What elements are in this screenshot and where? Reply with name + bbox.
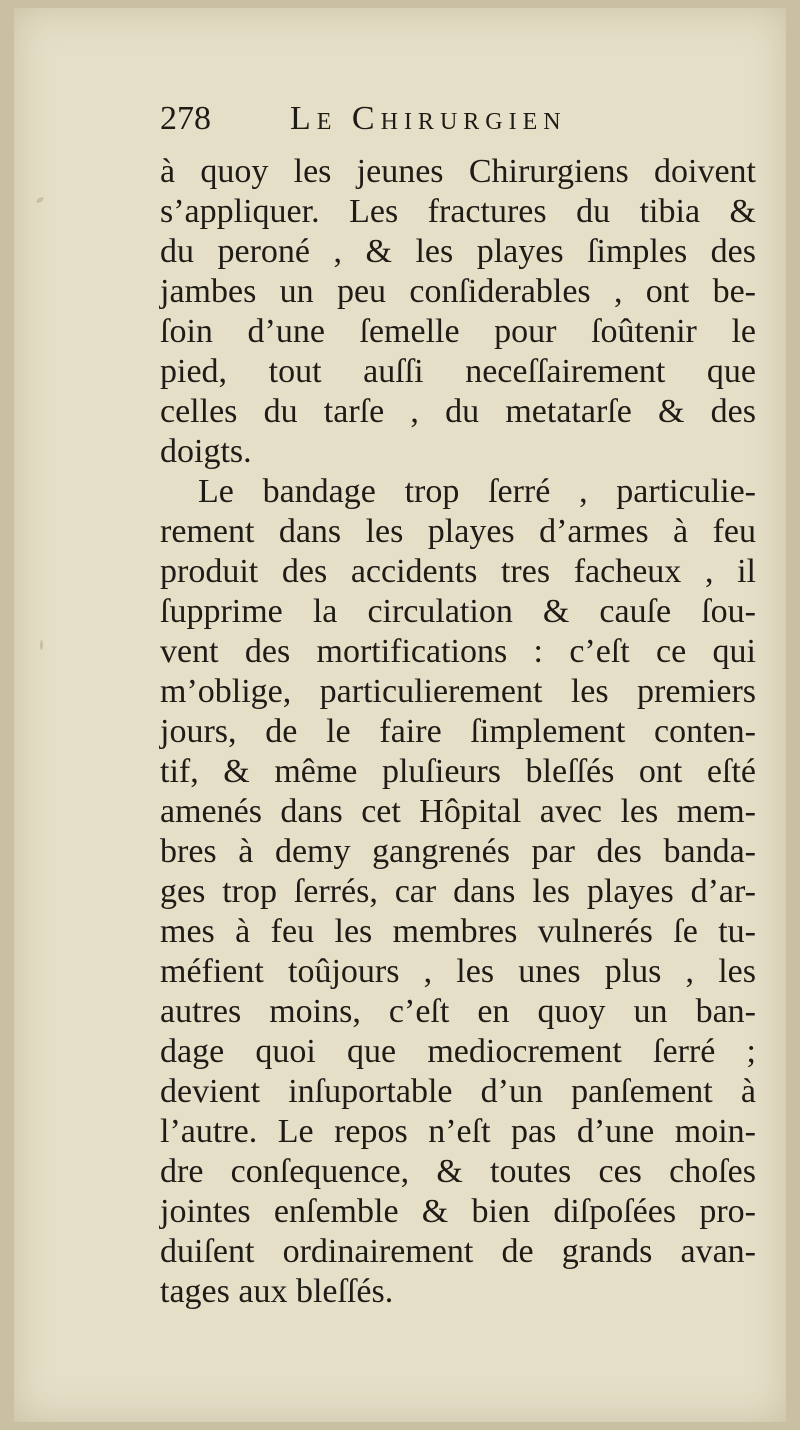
text-line: méfient toûjours , les unes plus , les: [160, 953, 756, 990]
text-line: autres moins, c’eſt en quoy un ban-: [160, 993, 756, 1030]
text-line: produit des accidents tres facheux , il: [160, 553, 756, 590]
text-line: duiſent ordinairement de grands avan-: [160, 1233, 756, 1270]
text-line: jointes enſemble & bien diſpoſées pro-: [160, 1193, 756, 1230]
text-line: à quoy les jeunes Chirurgiens doivent: [160, 153, 756, 190]
text-line: amenés dans cet Hôpital avec les mem-: [160, 793, 756, 830]
running-title: Le Chirurgien: [290, 100, 567, 137]
text-line: tif, & même pluſieurs bleſſés ont eſté: [160, 753, 756, 790]
text-line: Le bandage trop ſerré , particulie-: [198, 473, 756, 510]
text-line: dage quoi que mediocrement ſerré ;: [160, 1033, 756, 1070]
text-line: l’autre. Le repos n’eſt pas d’une moin-: [160, 1113, 756, 1150]
text-line: jambes un peu conſiderables , ont be-: [160, 273, 756, 310]
text-line: dre conſequence, & toutes ces choſes: [160, 1153, 756, 1190]
text-line: s’appliquer. Les fractures du tibia &: [160, 193, 756, 230]
text-line: tages aux bleſſés.: [160, 1273, 394, 1310]
text-line: celles du tarſe , du metatarſe & des: [160, 393, 756, 430]
text-line: jours, de le faire ſimplement conten-: [160, 713, 756, 750]
text-line: mes à feu les membres vulnerés ſe tu-: [160, 913, 756, 950]
text-line: vent des mortifications : c’eſt ce qui: [160, 633, 756, 670]
text-line: ges trop ſerrés, car dans les playes d’ar-: [160, 873, 756, 910]
page-number: 278: [160, 100, 211, 137]
page-header: [160, 100, 760, 150]
text-line: ſupprime la circulation & cauſe ſou-: [160, 593, 756, 630]
text-line: bres à demy gangrenés par des banda-: [160, 833, 756, 870]
text-line: rement dans les playes d’armes à feu: [160, 513, 756, 550]
text-line: ſoin d’une ſemelle pour ſoûtenir le: [160, 313, 756, 350]
text-line: du peroné , & les playes ſimples des: [160, 233, 756, 270]
text-line: pied, tout auſſi neceſſairement que: [160, 353, 756, 390]
paper-spot: [40, 640, 43, 650]
text-line: doigts.: [160, 433, 252, 470]
text-line: m’oblige, particulierement les premiers: [160, 673, 756, 710]
text-line: devient inſuportable d’un panſement à: [160, 1073, 756, 1110]
